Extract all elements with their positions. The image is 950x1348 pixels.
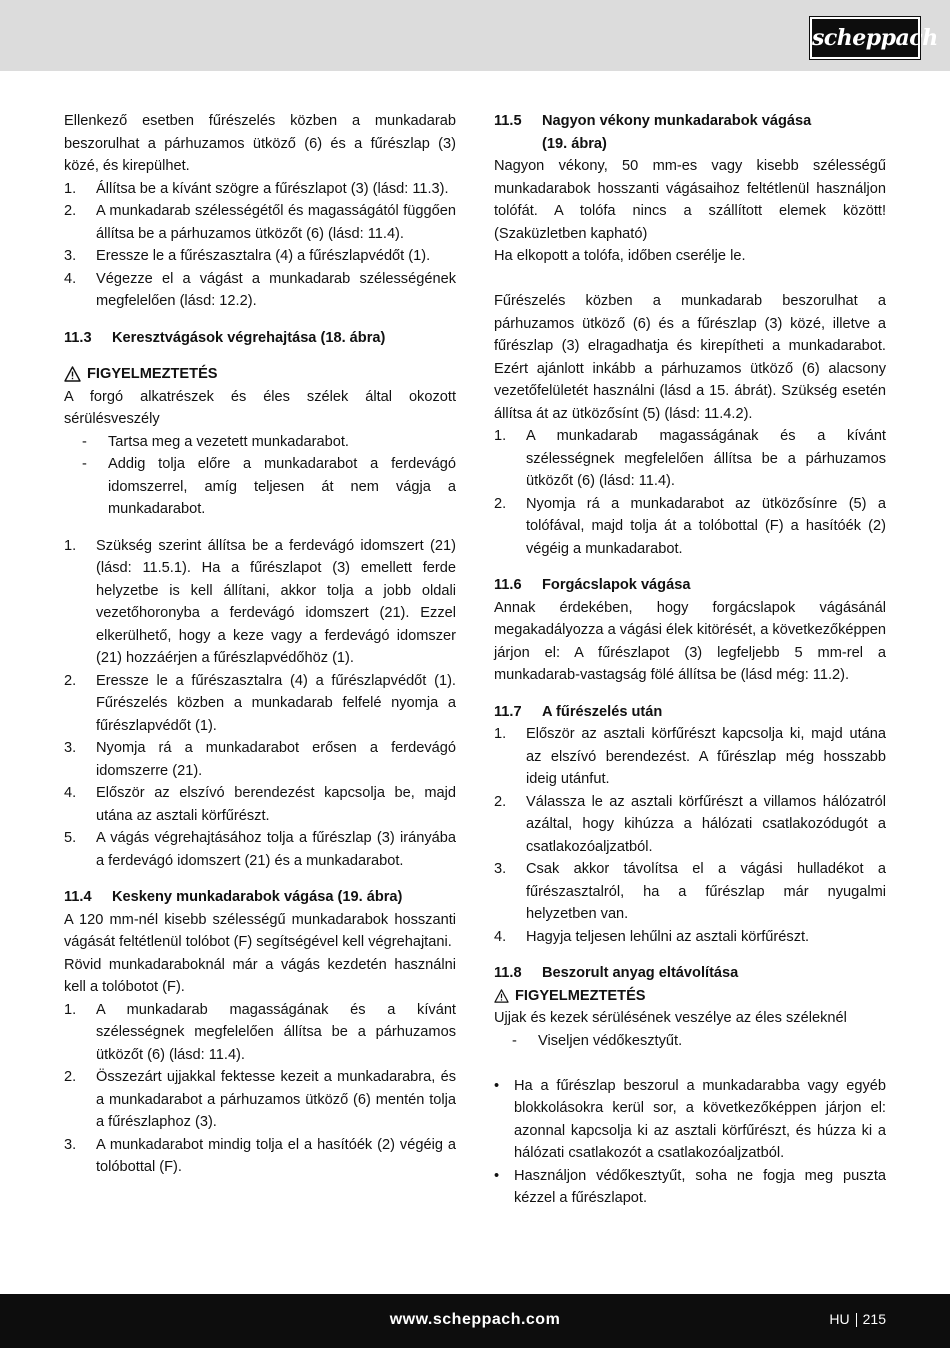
- list-item: [64, 200, 456, 245]
- language-code: HU: [829, 1311, 850, 1327]
- item-marker: 2.: [64, 672, 77, 689]
- section-heading-11-7: [494, 701, 886, 724]
- list-item: [64, 1066, 456, 1134]
- dash-item: [494, 1030, 886, 1053]
- paragraph-11-5-a: Nagyon vékony, 50 mm-es vagy kisebb szélességű munkadarabok hosszanti vágásaihoz feltétlenül használjon tolófát. A tolófa nincs a szállított elemek között! (Szaküzletben kapható): [494, 158, 886, 242]
- item-marker: -: [82, 433, 87, 450]
- warning-text: Ujjak és kezek sérülésének veszélye az éles széleknél: [494, 1010, 847, 1026]
- steps-list-2: [64, 535, 456, 873]
- item-marker: 1.: [494, 428, 507, 444]
- item-text: A munkadarabot mindig tolja el a hasítóék (2) végéig a tolóbottal (F).: [96, 1136, 456, 1175]
- paragraph-11-4-a: A 120 mm-nél kisebb szélességű munkadarabok hosszanti vágását feltétlenül tolóbot (F) segítségével kell végrehajtani.: [64, 911, 456, 950]
- item-marker: 2.: [64, 1069, 77, 1085]
- list-item: [494, 858, 886, 926]
- item-text: Ha a fűrészlap beszorul a munkadarabba vagy egyéb blokkolásokra kerül sor, a következőképpen járjon el: azonnal kapcsolja ki az asztali körfűrészt, és húzza ki a hálózati csatlakozót a csatlakozóaljzatból.: [514, 1077, 886, 1161]
- item-marker: -: [512, 1032, 517, 1049]
- warning-items: [494, 1030, 886, 1053]
- warning-text: A forgó alkatrészek és éles szélek által okozott sérülésveszély: [64, 388, 456, 427]
- item-text: A vágás végrehajtásához tolja a fűrészlap (3) irányába a ferdevágó idomszert (21) és a munkadarabot.: [96, 830, 456, 869]
- section-heading-11-8: [494, 962, 886, 985]
- warning-title: FIGYELMEZTETÉS: [87, 366, 218, 382]
- bullet-item: [494, 1075, 886, 1165]
- section-title: Keresztvágások végrehajtása (18. ábra): [112, 329, 386, 346]
- page-number: 215: [862, 1311, 886, 1327]
- warning-items: [64, 431, 456, 521]
- list-item: [64, 1134, 456, 1179]
- item-marker: 3.: [64, 1136, 77, 1153]
- section-subtitle: (19. ábra): [542, 135, 607, 152]
- list-item: [64, 268, 456, 313]
- steps-list-11-5: [494, 425, 886, 560]
- item-text: Használjon védőkesztyűt, soha ne fogja meg puszta kézzel a fűrészlapot.: [514, 1167, 886, 1206]
- steps-list-1: [64, 178, 456, 313]
- separator: [856, 1313, 857, 1327]
- item-marker: 2.: [494, 793, 507, 810]
- item-marker: 1.: [64, 180, 77, 197]
- warning-triangle-icon: [64, 366, 81, 382]
- warning-heading: [64, 363, 456, 386]
- bullet-item: [494, 1165, 886, 1210]
- section-number: 11.3: [64, 329, 92, 346]
- item-marker: 1.: [64, 537, 77, 554]
- section-number: 11.8: [494, 965, 522, 981]
- dash-item: [64, 431, 456, 454]
- section-heading-11-4: [64, 886, 456, 909]
- list-item: [494, 723, 886, 791]
- page-footer: [0, 1294, 950, 1348]
- item-marker: •: [494, 1167, 500, 1184]
- item-text: Állítsa be a kívánt szögre a fűrészlapot (3) (lásd: 11.3).: [96, 180, 449, 197]
- item-text: Tartsa meg a vezetett munkadarabot.: [108, 433, 349, 450]
- section-number: 11.6: [494, 577, 522, 593]
- list-item: [64, 245, 456, 268]
- website-link[interactable]: www.scheppach.com: [389, 1311, 561, 1328]
- item-text: A munkadarab szélességétől és magasságától függően állítsa be a párhuzamos ütközőt (6) (lásd: 11.4).: [96, 203, 456, 242]
- steps-list-11-7: [494, 723, 886, 948]
- list-item: [64, 178, 456, 201]
- page-indicator: [829, 1311, 886, 1327]
- list-item: [64, 827, 456, 872]
- intro-paragraph: Ellenkező esetben fűrészelés közben a munkadarab beszorulhat a párhuzamos ütköző (6) és a fűrészlap (3) közé, és kirepülhet.: [64, 113, 456, 174]
- section-heading-11-5-sub: [494, 133, 886, 156]
- section-title: A fűrészelés után: [542, 703, 663, 720]
- section-heading-11-5: [494, 110, 886, 133]
- item-marker: 3.: [64, 248, 77, 264]
- list-item: [494, 791, 886, 859]
- item-marker: 4.: [64, 270, 77, 287]
- list-item: [494, 425, 886, 493]
- item-marker: 1.: [64, 1001, 77, 1018]
- warning-heading: [494, 985, 886, 1008]
- item-marker: •: [494, 1077, 500, 1094]
- page-header: [0, 0, 950, 71]
- item-marker: -: [82, 456, 87, 472]
- list-item: [494, 493, 886, 561]
- list-item: [64, 670, 456, 738]
- warning-title: FIGYELMEZTETÉS: [515, 987, 646, 1004]
- item-marker: 2.: [494, 495, 507, 512]
- item-text: Összezárt ujjakkal fektesse kezeit a munkadarabra, és a munkadarabot a párhuzamos ütköző (6) mentén tolja a fűrészlaphoz (3).: [96, 1069, 456, 1130]
- item-text: Viseljen védőkesztyűt.: [538, 1032, 683, 1049]
- paragraph-11-6: Annak érdekében, hogy forgácslapok vágásánál megakadályozza a vágási élek kitörését, a következőképpen járjon el: A fűrészlapot (3) legfeljebb 5 mm-rel a munkadarab-vastagság fölé állítsa be (lásd még: 11.2).: [494, 599, 886, 683]
- list-item: [64, 535, 456, 670]
- item-marker: 3.: [64, 740, 77, 756]
- item-text: Először az asztali körfűrészt kapcsolja ki, majd utána az elszívó berendezést. A fűrészlap még hosszabb ideig utánfut.: [526, 726, 886, 787]
- item-text: Végezze el a vágást a munkadarab szélességének megfelelően (lásd: 12.2).: [96, 270, 456, 309]
- dash-item: [64, 453, 456, 521]
- paragraph-11-5-b: Ha elkopott a tolófa, időben cserélje le.: [494, 248, 746, 264]
- section-title: Beszorult anyag eltávolítása: [542, 965, 739, 981]
- item-text: Eressze le a fűrészasztalra (4) a fűrészlapvédőt (1). Fűrészelés közben a munkadarab felfelé nyomja a fűrészlapvédőt (1).: [96, 672, 456, 734]
- section-heading-11-3: [64, 327, 456, 350]
- scheppach-logo: scheppach: [810, 17, 920, 59]
- item-marker: 4.: [494, 928, 507, 945]
- item-text: A munkadarab magasságának és a kívánt szélességnek megfelelően állítsa be a párhuzamos ütközőt (6) (lásd: 11.4).: [96, 1001, 456, 1063]
- warning-triangle-icon: [494, 989, 509, 1003]
- bullet-list: [494, 1075, 886, 1210]
- section-title: Forgácslapok vágása: [542, 577, 691, 593]
- item-text: Szükség szerint állítsa be a ferdevágó idomszert (21) (lásd: 11.5.1). Ha a fűrészlapot (3) emellett ferde helyzetbe is kell állítani, akkor tolja a jobb oldali vezetőhoronyba a ferdevágó idomszert (21). Ezzel elkerülhető, hogy a keze vagy a ferdevágó idomszer (21) hozzáérjen a fűrészlapvédőhöz (1).: [96, 537, 456, 666]
- item-text: Eressze le a fűrészasztalra (4) a fűrészlapvédőt (1).: [96, 248, 431, 264]
- item-text: A munkadarab magasságának és a kívánt szélességnek megfelelően állítsa be a párhuzamos ütközőt (6) (lásd: 11.4).: [526, 428, 886, 489]
- item-text: Válassza le az asztali körfűrészt a villamos hálózatról azáltal, hogy kihúzza a hálózati csatlakozódugót a csatlakozóaljzatból.: [526, 793, 886, 855]
- item-marker: 2.: [64, 203, 77, 219]
- paragraph-11-5-c: Fűrészelés közben a munkadarab beszorulhat a párhuzamos ütköző (6) és a fűrészlap (3) közé, illetve a fűrészlap (3) elragadhatja és kirepítheti a munkadarabot. Ezért ajánlott inkább a párhuzamos ütköző (6) alacsony vezetőfelületét használni (lásd a 15. ábrát). Szükség esetén állítsa át az ütközősínt (5) (lásd: 11.4.2).: [494, 293, 886, 422]
- section-heading-11-6: [494, 574, 886, 597]
- item-text: Hagyja teljesen lehűlni az asztali körfűrészt.: [526, 928, 810, 945]
- section-title: Keskeny munkadarabok vágása (19. ábra): [112, 889, 403, 905]
- list-item: [64, 782, 456, 827]
- list-item: [64, 737, 456, 782]
- item-text: Csak akkor távolítsa el a vágási hulladékot a fűrészasztalról, ha a fűrészlap már nyugalmi helyzetben van.: [526, 861, 886, 922]
- right-column: [494, 110, 886, 1210]
- item-text: Nyomja rá a munkadarabot erősen a ferdevágó idomszerre (21).: [96, 740, 456, 779]
- item-text: Addig tolja előre a munkadarabot a ferdevágó idomszerrel, amíg teljesen át nem vágja a munkadarabot.: [108, 456, 456, 517]
- item-marker: 4.: [64, 785, 77, 801]
- item-text: Először az elszívó berendezést kapcsolja be, majd utána az asztali körfűrészt.: [96, 785, 456, 824]
- section-number: 11.4: [64, 889, 92, 905]
- section-number: 11.5: [494, 113, 522, 129]
- item-marker: 5.: [64, 830, 77, 846]
- section-number: 11.7: [494, 703, 522, 720]
- list-item: [494, 926, 886, 949]
- section-title: Nagyon vékony munkadarabok vágása: [542, 113, 812, 129]
- item-marker: 1.: [494, 726, 507, 742]
- item-text: Nyomja rá a munkadarabot az ütközősínre (5) a tolófával, majd tolja át a tolóbottal (F) a hasítóék (2) végéig a munkadarabot.: [526, 495, 886, 557]
- left-column: [64, 110, 456, 1179]
- list-item: [64, 999, 456, 1067]
- item-marker: 3.: [494, 861, 507, 877]
- steps-list-3: [64, 999, 456, 1179]
- paragraph-11-4-b: Rövid munkadaraboknál már a vágás kezdetén használni kell a tolóbotot (F).: [64, 956, 456, 995]
